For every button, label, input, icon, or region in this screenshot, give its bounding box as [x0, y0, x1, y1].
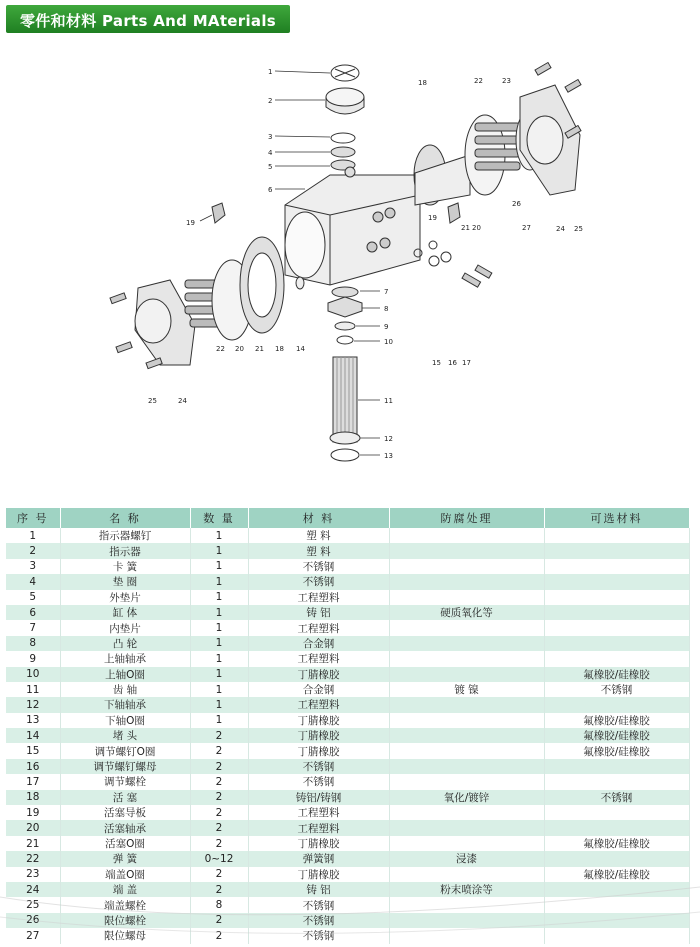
cell-name: 活塞导板 — [60, 805, 190, 820]
cell-material: 不锈钢 — [248, 774, 389, 789]
cell-name: 指示器 — [60, 543, 190, 558]
cell-material: 塑 料 — [248, 543, 389, 558]
header-treatment: 防腐处理 — [389, 508, 544, 528]
table-row — [6, 620, 689, 635]
cell-treatment: 浸漆 — [389, 851, 544, 866]
cell-material: 工程塑料 — [248, 820, 389, 835]
cell-qty: 1 — [190, 543, 248, 558]
cell-no: 12 — [6, 697, 60, 712]
cell-qty: 2 — [190, 820, 248, 835]
cell-no: 14 — [6, 728, 60, 743]
cell-no: 23 — [6, 867, 60, 882]
cell-name: 凸 轮 — [60, 636, 190, 651]
part-label: 18 — [418, 79, 427, 87]
cell-treatment: 粉末喷涂等 — [389, 882, 544, 897]
cell-optional — [544, 651, 689, 666]
cell-name: 缸 体 — [60, 605, 190, 620]
exploded-view-diagram — [0, 45, 700, 475]
cell-treatment — [389, 590, 544, 605]
cell-optional — [544, 805, 689, 820]
part-label: 24 — [178, 397, 187, 405]
part-label: 24 — [556, 225, 565, 233]
part-label: 26 — [512, 200, 521, 208]
cell-qty: 0~12 — [190, 851, 248, 866]
cell-optional — [544, 913, 689, 928]
cell-material: 不锈钢 — [248, 559, 389, 574]
table-row — [6, 805, 689, 820]
cell-treatment: 氧化/镀锌 — [389, 790, 544, 805]
cell-qty: 2 — [190, 867, 248, 882]
cell-material: 铸 铝 — [248, 882, 389, 897]
cell-treatment — [389, 651, 544, 666]
cell-optional: 不锈钢 — [544, 682, 689, 697]
cell-no: 20 — [6, 820, 60, 835]
table-row — [6, 605, 689, 620]
cell-optional: 氟橡胶/硅橡胶 — [544, 867, 689, 882]
table-row — [6, 651, 689, 666]
cell-name: 限位螺母 — [60, 928, 190, 943]
cell-name: 指示器螺钉 — [60, 528, 190, 543]
cell-optional — [544, 774, 689, 789]
cell-optional: 氟橡胶/硅橡胶 — [544, 836, 689, 851]
table-header-row — [6, 508, 689, 528]
cell-name: 齿 轴 — [60, 682, 190, 697]
part-circlip — [331, 133, 355, 143]
part-label: 20 — [472, 224, 481, 232]
table-row — [6, 928, 689, 943]
cell-optional — [544, 605, 689, 620]
cell-no: 8 — [6, 636, 60, 651]
cell-material: 弹簧钢 — [248, 851, 389, 866]
cell-material: 丁腈橡胶 — [248, 667, 389, 682]
part-label: 8 — [384, 305, 389, 313]
part-label: 13 — [384, 452, 393, 460]
cell-qty: 1 — [190, 697, 248, 712]
cell-material: 不锈钢 — [248, 913, 389, 928]
section-title: 零件和材料 Parts And MAterials — [20, 12, 277, 30]
cell-qty: 1 — [190, 713, 248, 728]
cell-name: 弹 簧 — [60, 851, 190, 866]
cell-optional — [544, 636, 689, 651]
part-piston-guide-left — [212, 203, 225, 223]
cell-optional — [544, 574, 689, 589]
table-row — [6, 682, 689, 697]
header-material: 材 料 — [248, 508, 389, 528]
cell-optional: 氟橡胶/硅橡胶 — [544, 728, 689, 743]
part-label: 20 — [235, 345, 244, 353]
cell-optional — [544, 928, 689, 943]
cell-material: 丁腈橡胶 — [248, 836, 389, 851]
cell-treatment — [389, 805, 544, 820]
cell-treatment — [389, 528, 544, 543]
cell-no: 2 — [6, 543, 60, 558]
cell-treatment — [389, 820, 544, 835]
cell-treatment — [389, 728, 544, 743]
part-label: 9 — [384, 323, 389, 331]
part-label: 19 — [428, 214, 437, 222]
part-label: 22 — [216, 345, 225, 353]
cell-optional — [544, 897, 689, 912]
table-row — [6, 897, 689, 912]
cell-material: 不锈钢 — [248, 759, 389, 774]
cell-qty: 1 — [190, 667, 248, 682]
cell-qty: 1 — [190, 605, 248, 620]
table-row — [6, 667, 689, 682]
cell-treatment — [389, 559, 544, 574]
cell-qty: 2 — [190, 759, 248, 774]
part-label: 15 — [432, 359, 441, 367]
cell-treatment — [389, 713, 544, 728]
cell-no: 9 — [6, 651, 60, 666]
cell-name: 堵 头 — [60, 728, 190, 743]
cell-name: 活塞O圈 — [60, 836, 190, 851]
cell-material: 丁腈橡胶 — [248, 867, 389, 882]
cell-treatment — [389, 913, 544, 928]
cell-treatment — [389, 697, 544, 712]
cell-name: 端 盖 — [60, 882, 190, 897]
cell-name: 外垫片 — [60, 590, 190, 605]
header-name: 名 称 — [60, 508, 190, 528]
cell-treatment: 镀 镍 — [389, 682, 544, 697]
cell-qty: 2 — [190, 743, 248, 758]
cell-name: 活 塞 — [60, 790, 190, 805]
cell-no: 26 — [6, 913, 60, 928]
cell-optional: 氟橡胶/硅橡胶 — [544, 667, 689, 682]
cell-optional — [544, 851, 689, 866]
part-label: 17 — [462, 359, 471, 367]
cell-name: 调节螺钉O圈 — [60, 743, 190, 758]
cell-no: 7 — [6, 620, 60, 635]
part-label: 5 — [268, 163, 273, 171]
cell-treatment — [389, 667, 544, 682]
table-row — [6, 559, 689, 574]
cell-name: 卡 簧 — [60, 559, 190, 574]
cell-qty: 1 — [190, 636, 248, 651]
cell-no: 4 — [6, 574, 60, 589]
cell-no: 19 — [6, 805, 60, 820]
cell-name: 活塞轴承 — [60, 820, 190, 835]
cell-no: 1 — [6, 528, 60, 543]
cell-qty: 1 — [190, 528, 248, 543]
cell-treatment — [389, 867, 544, 882]
part-label: 19 — [186, 219, 195, 227]
table-row — [6, 851, 689, 866]
part-label: 3 — [268, 133, 273, 141]
header-qty: 数 量 — [190, 508, 248, 528]
table-row — [6, 774, 689, 789]
cell-treatment — [389, 759, 544, 774]
cell-qty: 1 — [190, 574, 248, 589]
cell-optional — [544, 820, 689, 835]
part-label: 12 — [384, 435, 393, 443]
table-row — [6, 759, 689, 774]
cell-material: 丁腈橡胶 — [248, 713, 389, 728]
cell-qty: 2 — [190, 882, 248, 897]
cell-no: 18 — [6, 790, 60, 805]
part-label: 23 — [502, 77, 511, 85]
cell-optional — [544, 590, 689, 605]
cell-optional — [544, 543, 689, 558]
cell-no: 13 — [6, 713, 60, 728]
table-row — [6, 820, 689, 835]
table-row — [6, 636, 689, 651]
cell-material: 工程塑料 — [248, 590, 389, 605]
table-row — [6, 543, 689, 558]
table-row — [6, 913, 689, 928]
cell-optional — [544, 759, 689, 774]
part-label: 18 — [275, 345, 284, 353]
cell-material: 工程塑料 — [248, 620, 389, 635]
cell-qty: 1 — [190, 651, 248, 666]
part-label: 14 — [296, 345, 305, 353]
cell-treatment — [389, 574, 544, 589]
table-row — [6, 590, 689, 605]
cell-name: 上轴O圈 — [60, 667, 190, 682]
cell-qty: 1 — [190, 590, 248, 605]
part-label: 16 — [448, 359, 457, 367]
cell-no: 16 — [6, 759, 60, 774]
table-row — [6, 697, 689, 712]
table-row — [6, 882, 689, 897]
cell-material: 合金钢 — [248, 682, 389, 697]
cell-optional — [544, 697, 689, 712]
cell-treatment — [389, 620, 544, 635]
cell-material: 丁腈橡胶 — [248, 743, 389, 758]
cell-qty: 1 — [190, 682, 248, 697]
cell-treatment — [389, 836, 544, 851]
cell-no: 11 — [6, 682, 60, 697]
cell-material: 工程塑料 — [248, 651, 389, 666]
cell-qty: 2 — [190, 774, 248, 789]
cell-optional — [544, 620, 689, 635]
part-cam — [328, 297, 362, 317]
header-no: 序 号 — [6, 508, 60, 528]
cell-no: 21 — [6, 836, 60, 851]
cell-name: 下轴O圈 — [60, 713, 190, 728]
part-piston-guide-right — [448, 203, 460, 223]
parts-table — [6, 508, 690, 944]
cell-name: 上轴轴承 — [60, 651, 190, 666]
cell-name: 下轴轴承 — [60, 697, 190, 712]
table-row — [6, 528, 689, 543]
cell-no: 17 — [6, 774, 60, 789]
cell-name: 限位螺栓 — [60, 913, 190, 928]
cell-qty: 8 — [190, 897, 248, 912]
cell-treatment — [389, 774, 544, 789]
part-label: 11 — [384, 397, 393, 405]
section-header — [6, 5, 290, 33]
cell-material: 合金钢 — [248, 636, 389, 651]
cell-no: 3 — [6, 559, 60, 574]
cell-treatment: 硬质氧化等 — [389, 605, 544, 620]
cell-name: 内垫片 — [60, 620, 190, 635]
cell-no: 5 — [6, 590, 60, 605]
cell-name: 端盖O圈 — [60, 867, 190, 882]
part-label: 2 — [268, 97, 273, 105]
cell-treatment — [389, 897, 544, 912]
cell-no: 10 — [6, 667, 60, 682]
cell-no: 27 — [6, 928, 60, 943]
part-label: 6 — [268, 186, 273, 194]
table-row — [6, 728, 689, 743]
table-row — [6, 743, 689, 758]
cell-material: 塑 料 — [248, 528, 389, 543]
cell-material: 铸 铝 — [248, 605, 389, 620]
cell-optional: 氟橡胶/硅橡胶 — [544, 713, 689, 728]
part-label: 21 — [255, 345, 264, 353]
part-label: 22 — [474, 77, 483, 85]
table-row — [6, 574, 689, 589]
cell-qty: 2 — [190, 913, 248, 928]
part-label: 1 — [268, 68, 273, 76]
cell-material: 工程塑料 — [248, 697, 389, 712]
cell-optional: 不锈钢 — [544, 790, 689, 805]
table-row — [6, 836, 689, 851]
cell-no: 22 — [6, 851, 60, 866]
parts-table-container — [6, 508, 689, 944]
cell-name: 端盖螺栓 — [60, 897, 190, 912]
cell-name: 调节螺钉螺母 — [60, 759, 190, 774]
cell-material: 工程塑料 — [248, 805, 389, 820]
cell-optional — [544, 528, 689, 543]
table-row — [6, 713, 689, 728]
cell-qty: 2 — [190, 928, 248, 943]
cell-treatment — [389, 543, 544, 558]
part-label: 21 — [461, 224, 470, 232]
cell-qty: 2 — [190, 836, 248, 851]
cell-qty: 1 — [190, 620, 248, 635]
header-optional: 可选材料 — [544, 508, 689, 528]
cell-qty: 2 — [190, 728, 248, 743]
cell-optional: 氟橡胶/硅橡胶 — [544, 743, 689, 758]
cell-optional — [544, 559, 689, 574]
part-label: 25 — [148, 397, 157, 405]
part-label: 4 — [268, 149, 273, 157]
cell-material: 铸铝/铸钢 — [248, 790, 389, 805]
cell-no: 24 — [6, 882, 60, 897]
part-label: 27 — [522, 224, 531, 232]
cell-material: 不锈钢 — [248, 897, 389, 912]
cell-treatment — [389, 928, 544, 943]
cell-qty: 1 — [190, 559, 248, 574]
part-label: 25 — [574, 225, 583, 233]
cell-no: 6 — [6, 605, 60, 620]
part-label: 10 — [384, 338, 393, 346]
cell-treatment — [389, 636, 544, 651]
part-label: 7 — [384, 288, 389, 296]
cell-material: 不锈钢 — [248, 928, 389, 943]
cell-treatment — [389, 743, 544, 758]
cell-qty: 2 — [190, 805, 248, 820]
cell-name: 调节螺栓 — [60, 774, 190, 789]
cell-optional — [544, 882, 689, 897]
cell-material: 不锈钢 — [248, 574, 389, 589]
cell-no: 25 — [6, 897, 60, 912]
table-row — [6, 790, 689, 805]
table-row — [6, 867, 689, 882]
cell-qty: 2 — [190, 790, 248, 805]
cell-material: 丁腈橡胶 — [248, 728, 389, 743]
cell-name: 垫 圈 — [60, 574, 190, 589]
cell-no: 15 — [6, 743, 60, 758]
